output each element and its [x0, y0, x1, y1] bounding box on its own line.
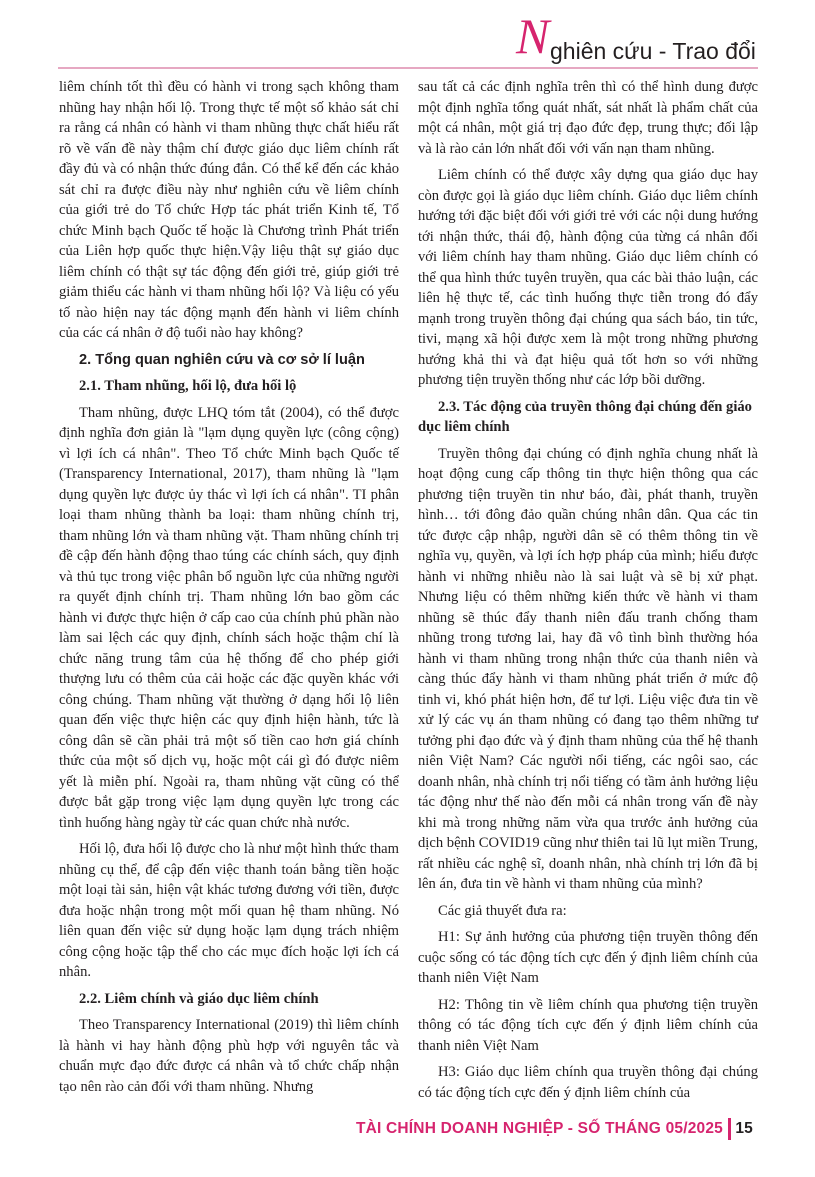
paragraph: Hối lộ, đưa hối lộ được cho là như một hình thức tham nhũng cụ thể, để cập đến việc thanh toán bằng tiền hoặc một loại tài sản, hiện vật khác tương đương với tiền, được đưa hoặc nhận trong một mối quan hệ tham nhũng. Nó liên quan đến việc sử dụng hoặc lạm dụng trách nhiệm công cộng hoặc tập thể cho các mục đích hoặc lợi ích cá nhân. — [59, 841, 399, 980]
hypothesis-h3: H3: Giáo dục liêm chính qua truyền thông đại chúng có tác động tích cực đến ý định liêm chính của — [418, 1064, 758, 1101]
section-title: ghiên cứu - Trao đổi — [550, 38, 756, 64]
paragraph: Truyền thông đại chúng có định nghĩa chung nhất là hoạt động cung cấp thông tin thực hiện thông qua các phương tiện truyền tin như báo, đài, phát thanh, truyền hình… tới đông đảo quần chúng nhân dân. Qua các tin tức được cập nhập, người dân sẽ có thêm thông tin về nghĩa vụ, quyền, và lợi ích hợp pháp của mình; hiểu được hành vi những nhiễu nào là sai luật và sẽ bị xử phạt. Nhưng liệu có thêm những kiến thức về hành vi tham nhũng sẽ thúc đẩy thanh niên đấu tranh chống tham nhũng trong tương lai, hay đã vô tình bình thường hóa hành vi tham nhũng trong nhận thức của thanh niên và càng thúc đẩy hành vi tham nhũng phát triển ở mức độ tinh vi, khó phát hiện hơn, để tư lợi. Liệu việc đưa tin về xử lý các vụ án tham nhũng có đang tạo thêm những tư tưởng phi đạo đức và ý định tham nhũng của thế hệ thanh niên Việt Nam? Các người nổi tiếng, các ngôi sao, các doanh nhân, nhà chính trị nổi tiếng có tầm ảnh hưởng liệu tác động như thế nào đến mỗi cá nhân trong vấn đề này khi mà trong những năm vừa qua trước ảnh hưởng của dịch bệnh COVID19 cũng như thiên tai lũ lụt miền Trung, rất nhiều các nghệ sĩ, doanh nhân, nhà chính trị lớn đã bị lên án, đưa tin về hành vi tham nhũng của mình? — [418, 445, 758, 892]
paragraph: Liêm chính có thể được xây dựng qua giáo dục hay còn được gọi là giáo dục liêm chính. Giáo dục liêm chính hướng tới đặc biệt đối với giới trẻ với các nội dung hướng tới nhận thức, thái độ, hành động của từng cá nhân đối với liêm chính hay tham nhũng. Giáo dục liêm chính có thể qua hình thức tuyên truyền, qua các bài thảo luận, các liên hệ thực tế, các tình huống thực tiễn trong đó đẩy mạnh trong truyền thông đại chúng qua sách báo, tin tức, tivi, mạng xã hội được xem là một trong những phương hướng khả thi và đạt hiệu quả tốt hơn so với những phương tiện truyền thống như các lớp bồi dưỡng. — [418, 167, 758, 388]
subsection-heading: 2.1. Tham nhũng, hối lộ, đưa hối lộ — [79, 378, 297, 394]
paragraph: sau tất cả các định nghĩa trên thì có thể hình dung được một định nghĩa tổng quát nhất, sát nhất là phẩm chất của một cá nhân, một giá trị đạo đức đẹp, trung thực; đối lập và là rào cản lớn nhất đối với vấn nạn tham nhũng. — [418, 79, 758, 157]
paragraph: liêm chính tốt thì đều có hành vi trong sạch không tham nhũng hay nhận hối lộ. Trong thực tế một số khảo sát chỉ ra rằng cá nhân có hành vi tham nhũng thực chất hiểu rất rõ về vấn đề này thậm chí được giáo dục liêm chính rất đầy đủ và có nhận thức đúng đắn. Có thể kể đến các khảo sát chỉ ra được điều này như nghiên cứu về liêm chính của giới trẻ do Tổ chức Hợp tác phát triển Kinh tế, Tổ chức Minh bạch Quốc tế hoặc là Chương trình Phát triển của Liên hợp quốc thực hiện.Vậy liệu thật sự giáo dục liêm chính có thật sự tác động đến giới trẻ, giúp giới trẻ giảm thiểu các hành vi tham nhũng hối lộ? Và liệu có yếu tố nào hiện nay tác động mạnh đến hành vi liêm chính của các cá nhân ở độ tuổi nào hay không? — [59, 79, 399, 341]
right-column — [418, 77, 758, 1109]
subsection-heading: 2.2. Liêm chính và giáo dục liêm chính — [79, 990, 319, 1007]
page-number: 15 — [735, 1120, 753, 1137]
paragraph: Tham nhũng, được LHQ tóm tắt (2004), có thể được định nghĩa đơn giản là "lạm dụng quyền lực (công cộng) vì lợi ích cá nhân". Theo Tổ chức Minh bạch Quốc tế (Transparency International, 2017), tham nhũng là "lạm dụng quyền lực được ủy thác vì lợi ích cá nhân". TI phân loại tham nhũng thành ba loại: tham nhũng chính trị, tham nhũng lớn và tham nhũng vặt. Tham nhũng chính trị đề cập đến hành động thao túng các chính sách, quy định và thủ tục trong việc phân bổ nguồn lực của những người ra quyết định chính trị. Tham nhũng lớn bao gồm các hành vi được thực hiện ở cấp cao của chính phủ phần nào làm sai lệch các quy định, chính sách hoặc thậm chí là chức năng trung tâm của hệ thống để cho phép giới thượng lưu có thêm của cải hoặc các đặc quyền khác với công chúng. Tham nhũng vặt thường ở dạng hối lộ liên quan đến việc thực hiện các quy định hiện hành, tức là công dân sẽ cần phải trả một số tiền cao hơn giá chính thức của một số dịch vụ, hoặc một cái gì đó được niêm yết là miễn phí. Ngoài ra, tham nhũng vặt cũng có thể được bắt gặp trong việc lạm dụng quyền lực trong các tình huống hàng ngày từ các quan chức nhà nước. — [59, 404, 399, 831]
paragraph: Theo Transparency International (2019) thì liêm chính là hành vi hay hành động phù hợp với nguyên tắc và chuẩn mực đạo đức được cá nhân và tổ chức chấp nhận tạo nên rào cản đối với tham nhũng. Nhưng — [59, 1017, 399, 1095]
subsection-heading: 2.3. Tác động của truyền thông đại chúng đến giáo dục liêm chính — [418, 398, 752, 435]
section-initial: N — [516, 8, 550, 64]
page-footer — [355, 1118, 755, 1140]
footer-divider — [728, 1118, 731, 1140]
header-divider — [58, 67, 758, 69]
section-heading: 2. Tổng quan nghiên cứu và cơ sở lí luận — [79, 351, 365, 368]
left-column — [59, 77, 399, 1103]
hypothesis-h1: H1: Sự ảnh hưởng của phương tiện truyền thông đến cuộc sống có tác động tích cực đến ý định liêm chính của thanh niên Việt Nam — [418, 929, 758, 986]
journal-name: TÀI CHÍNH DOANH NGHIỆP - SỐ THÁNG 05/2025 — [355, 1120, 723, 1137]
paragraph: Các giả thuyết đưa ra: — [438, 902, 567, 919]
hypothesis-h2: H2: Thông tin về liêm chính qua phương tiện truyền thông có tác động tích cực đến ý định liêm chính của thanh niên Việt Nam — [418, 996, 758, 1054]
